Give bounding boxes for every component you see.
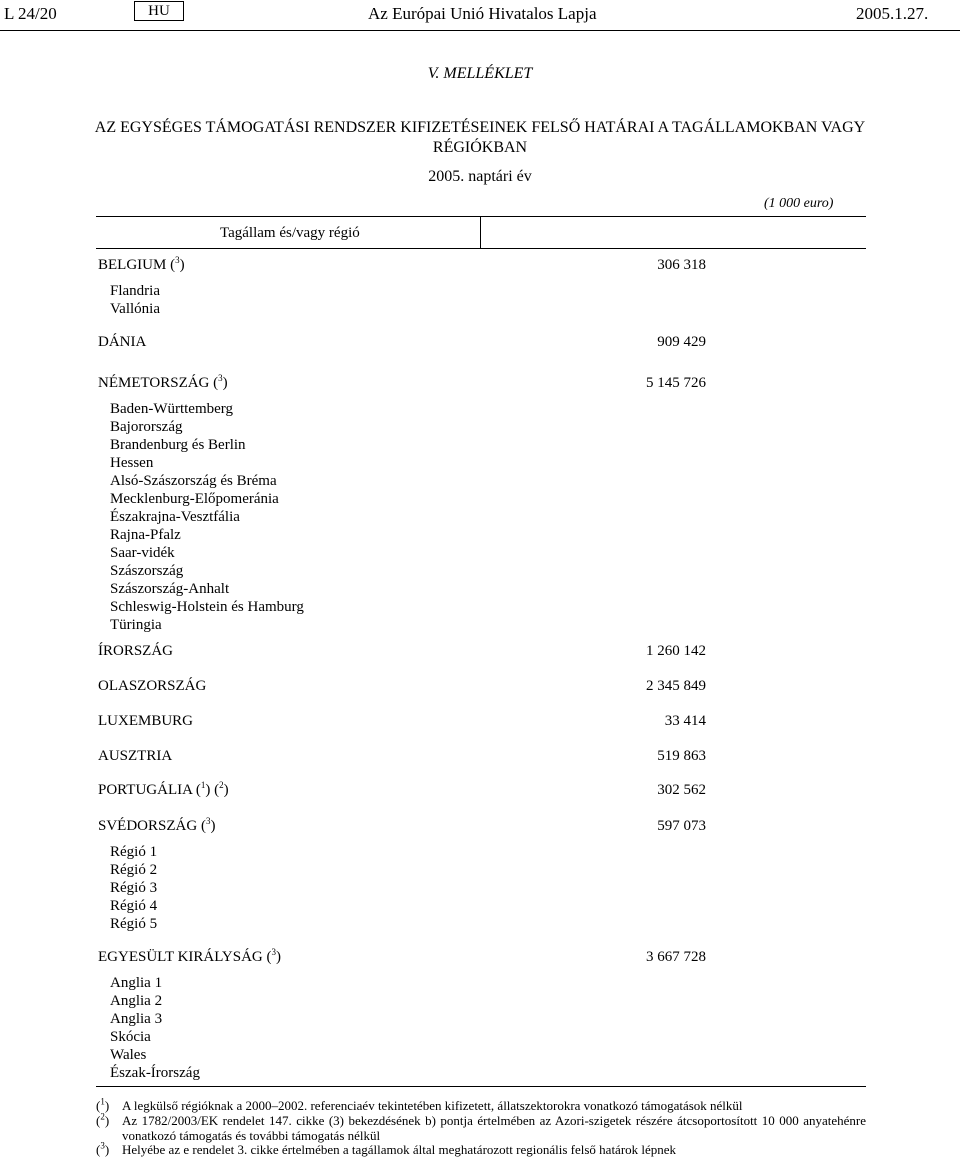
table-header-rule bbox=[96, 248, 866, 249]
region-item: Bajorország bbox=[110, 419, 183, 435]
ceiling-value: 2 345 849 bbox=[646, 678, 706, 694]
ceiling-value: 306 318 bbox=[657, 257, 706, 273]
region-item: Baden-Württemberg bbox=[110, 401, 234, 417]
region-item: Alsó-Szászország és Bréma bbox=[110, 473, 277, 489]
footnote-reference: ($^3$) bbox=[262, 947, 282, 965]
member-state-label: EGYESÜLT KIRÁLYSÁG bbox=[98, 949, 263, 965]
region-item: Vallónia bbox=[110, 301, 160, 317]
region-item: Anglia 3 bbox=[110, 1011, 163, 1027]
member-state-name bbox=[98, 643, 173, 660]
member-state-name bbox=[98, 678, 206, 695]
region-item: Hessen bbox=[110, 455, 154, 471]
footnote bbox=[96, 1142, 866, 1157]
ceiling-value: 3 667 728 bbox=[646, 949, 706, 965]
region-item: Türingia bbox=[110, 617, 162, 633]
footnote-reference: ($^3$) bbox=[197, 816, 216, 834]
footnote-text: Helyébe az e rendelet 3. cikke értelmében a tagállamok által meghatározott regionális felső határok lépnek bbox=[122, 1142, 677, 1157]
region-item: Régió 3 bbox=[110, 880, 158, 896]
document-title: AZ EGYSÉGES TÁMOGATÁSI RENDSZER KIFIZETÉSEINEK FELSŐ HATÁRAI A TAGÁLLAMOKBAN VAGY RÉGIÓKBAN bbox=[94, 119, 866, 156]
ceiling-value: 302 562 bbox=[657, 782, 706, 798]
footnote bbox=[96, 1098, 866, 1113]
journal-title: Az Európai Unió Hivatalos Lapja bbox=[368, 4, 597, 23]
region-item: Skócia bbox=[110, 1029, 151, 1045]
ceiling-value: 519 863 bbox=[657, 748, 706, 764]
footnote bbox=[96, 1113, 866, 1143]
footnote-reference: ($^2$) bbox=[210, 780, 229, 798]
footnote-reference: ($^3$) bbox=[209, 373, 228, 391]
region-item: Flandria bbox=[110, 283, 160, 299]
member-state-name bbox=[98, 782, 229, 799]
member-state-name bbox=[98, 334, 146, 351]
header-column-divider bbox=[480, 216, 481, 248]
footnote-text: Az 1782/2003/EK rendelet 147. cikke (3) bekezdésének b) pontja értelmében az Azori-szigetek részére átcsoportosított 10 000 anyatehénre vonatkozó támogatás és további támogatás nélkül bbox=[122, 1113, 866, 1143]
member-state-label: NÉMETORSZÁG bbox=[98, 375, 210, 391]
member-state-name bbox=[98, 375, 228, 392]
region-item: Saar-vidék bbox=[110, 545, 175, 561]
member-state-label: DÁNIA bbox=[98, 334, 147, 350]
year-heading: 2005. naptári év bbox=[428, 168, 532, 185]
ceiling-value: 5 145 726 bbox=[646, 375, 706, 391]
member-state-name bbox=[98, 713, 193, 730]
member-state-label: OLASZORSZÁG bbox=[98, 678, 207, 694]
region-item: Anglia 1 bbox=[110, 975, 163, 991]
region-item: Régió 4 bbox=[110, 898, 158, 914]
region-item: Észak-Írország bbox=[110, 1065, 200, 1081]
region-item: Schleswig-Holstein és Hamburg bbox=[110, 599, 304, 615]
table-bottom-rule bbox=[96, 1086, 866, 1087]
region-item: Mecklenburg-Előpomeránia bbox=[110, 491, 279, 507]
publication-date: 2005.1.27. bbox=[856, 4, 929, 23]
member-state-label: BELGIUM bbox=[98, 257, 167, 273]
language-code: HU bbox=[134, 1, 184, 21]
region-item: Régió 1 bbox=[110, 844, 158, 860]
footnote-text: A legkülső régióknak a 2000–2002. referenciaév tekintetében kifizetett, állatszektorokra vonatkozó támogatások nélkül bbox=[122, 1098, 743, 1113]
region-list bbox=[110, 282, 160, 318]
page-header bbox=[0, 0, 960, 31]
footnote-marker: ($^3$) bbox=[96, 1140, 110, 1157]
region-item: Szászország-Anhalt bbox=[110, 581, 230, 597]
region-list bbox=[110, 843, 157, 933]
member-state-label: SVÉDORSZÁG bbox=[98, 818, 198, 834]
page-reference: L 24/20 bbox=[4, 4, 57, 23]
member-state-name bbox=[98, 818, 215, 835]
region-item: Régió 5 bbox=[110, 916, 158, 932]
region-list bbox=[110, 400, 304, 634]
footnote-reference: ($^1$) bbox=[192, 780, 211, 798]
region-item: Régió 2 bbox=[110, 862, 158, 878]
member-state-label: LUXEMBURG bbox=[98, 713, 194, 729]
region-item: Szászország bbox=[110, 563, 184, 579]
region-list bbox=[110, 974, 200, 1082]
ceiling-value: 33 414 bbox=[664, 713, 706, 729]
region-item: Anglia 2 bbox=[110, 993, 163, 1009]
ceiling-value: 597 073 bbox=[657, 818, 706, 834]
ceiling-value: 909 429 bbox=[657, 334, 706, 350]
column-header-region: Tagállam és/vagy régió bbox=[220, 225, 360, 241]
table-top-rule bbox=[96, 216, 866, 217]
region-item: Wales bbox=[110, 1047, 147, 1063]
region-item: Rajna-Pfalz bbox=[110, 527, 181, 543]
footnote-marker: ($^1$) bbox=[96, 1096, 110, 1113]
footnote-marker: ($^2$) bbox=[96, 1111, 110, 1128]
annex-heading: V. MELLÉKLET bbox=[427, 65, 533, 82]
member-state-label: ÍRORSZÁG bbox=[98, 643, 174, 659]
member-state-label: PORTUGÁLIA bbox=[98, 782, 193, 798]
member-state-name bbox=[98, 949, 281, 966]
member-state-name bbox=[98, 748, 172, 765]
member-state-name bbox=[98, 257, 185, 274]
member-state-label: AUSZTRIA bbox=[98, 748, 173, 764]
footnote-reference: ($^3$) bbox=[166, 255, 185, 273]
region-item: Északrajna-Vesztfália bbox=[110, 509, 240, 525]
region-item: Brandenburg és Berlin bbox=[110, 437, 246, 453]
unit-label: (1 000 euro) bbox=[764, 196, 834, 211]
ceiling-value: 1 260 142 bbox=[646, 643, 706, 659]
